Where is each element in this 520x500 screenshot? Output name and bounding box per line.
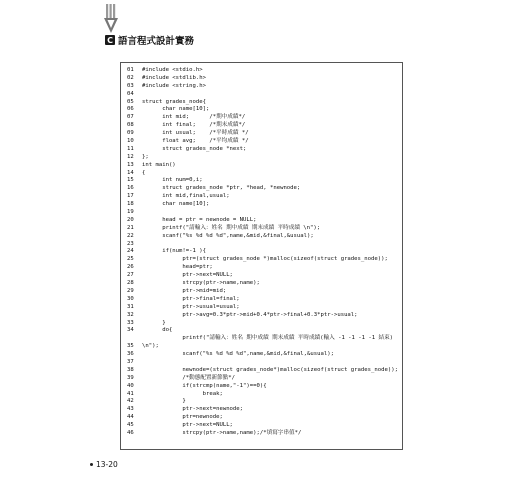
code-line	[121, 398, 402, 406]
code-line	[121, 296, 402, 304]
line-number: 13	[127, 161, 134, 168]
code-line	[121, 83, 402, 91]
code-text: scanf("%s %d %d %d",name,&mid,&final,&usual);	[142, 232, 314, 239]
code-line	[121, 99, 402, 107]
line-number: 04	[127, 90, 134, 97]
code-text: printf("請輸入：姓名 期中成績 期末成績 平時成績(輸入 -1 -1 -1 -1 結束)\n");	[142, 335, 394, 350]
line-number: 23	[127, 240, 134, 247]
code-line	[121, 162, 402, 170]
code-text: newnode=(struct grades_node*)malloc(sizeof(struct grades_node));	[142, 366, 398, 373]
code-text: ptr->next=NULL;	[142, 422, 233, 429]
bullet-icon	[90, 463, 93, 466]
code-text: struct grades_node{	[142, 98, 206, 105]
code-line	[121, 248, 402, 256]
line-number: 05	[127, 98, 134, 105]
code-text: ptr->avg=0.3*ptr->mid+0.4*ptr->final+0.3*ptr->usual;	[142, 311, 358, 318]
code-line	[121, 256, 402, 264]
line-number: 14	[127, 169, 134, 176]
code-line	[121, 75, 402, 83]
book-title: 語言程式設計實務	[118, 36, 195, 47]
code-text: int usual; /*平時成績 */	[142, 130, 249, 137]
c-language-badge: C	[105, 35, 115, 45]
code-line	[121, 146, 402, 154]
code-text: struct grades_node *next;	[142, 145, 247, 152]
line-number: 11	[127, 145, 134, 152]
line-number: 40	[127, 382, 134, 389]
code-line	[121, 170, 402, 178]
line-number: 16	[127, 185, 134, 192]
code-text: head=ptr;	[142, 264, 213, 271]
code-line	[121, 367, 402, 375]
code-line	[121, 359, 402, 367]
line-number: 08	[127, 122, 134, 129]
code-text: /*動態配置新節點*/	[142, 374, 236, 381]
code-text: char name[10];	[142, 106, 210, 113]
line-number: 45	[127, 422, 134, 429]
code-text: int main()	[142, 161, 176, 168]
code-line	[121, 225, 402, 233]
code-text: if(num!=-1 ){	[142, 248, 206, 255]
code-text: #include <stdio.h>	[142, 67, 203, 73]
code-line	[121, 138, 402, 146]
code-text: break;	[142, 390, 223, 397]
code-line	[121, 304, 402, 312]
code-text: head = ptr = newnode = NULL;	[142, 216, 257, 223]
line-number: 24	[127, 248, 134, 255]
line-number: 31	[127, 303, 134, 310]
line-number: 28	[127, 280, 134, 287]
code-text: ptr->final=final;	[142, 295, 240, 302]
code-text: ptr=newnode;	[142, 414, 223, 421]
line-number: 32	[127, 311, 134, 318]
code-text: }	[142, 398, 186, 405]
line-number: 43	[127, 406, 134, 413]
line-number: 35	[127, 343, 134, 350]
code-text: strcpy(ptr->name,name);	[142, 280, 260, 287]
code-line	[121, 312, 402, 320]
line-number: 44	[127, 414, 134, 421]
line-number: 09	[127, 130, 134, 137]
code-text: int mid,final,usual;	[142, 193, 230, 200]
line-number: 39	[127, 374, 134, 381]
page-number: 13-20	[96, 460, 118, 469]
line-number: 03	[127, 82, 134, 89]
code-line	[121, 320, 402, 328]
line-number: 12	[127, 153, 134, 160]
page-header	[105, 33, 194, 47]
line-number: 26	[127, 264, 134, 271]
code-text: if(strcmp(name,"-1")==0){	[142, 382, 267, 389]
code-text: ptr->usual=usual;	[142, 303, 240, 310]
code-text: struct grades_node *ptr, *head, *newnode;	[142, 185, 301, 192]
code-line	[121, 217, 402, 225]
line-number: 27	[127, 272, 134, 279]
code-line	[121, 335, 402, 351]
line-number: 15	[127, 177, 134, 184]
code-text: char name[10];	[142, 201, 210, 208]
code-line	[121, 406, 402, 414]
code-line	[121, 209, 402, 217]
code-text: int num=0,i;	[142, 177, 203, 184]
code-line	[121, 288, 402, 296]
code-text: do{	[142, 327, 173, 334]
code-text: };	[142, 153, 149, 160]
line-number: 20	[127, 216, 134, 223]
line-number: 38	[127, 366, 134, 373]
code-text: #include <string.h>	[142, 82, 206, 89]
code-text: {	[142, 169, 146, 176]
line-number: 02	[127, 74, 134, 81]
code-text: ptr->next=newnode;	[142, 406, 244, 413]
code-line	[121, 177, 402, 185]
code-line	[121, 154, 402, 162]
code-line	[121, 241, 402, 249]
code-line	[121, 430, 402, 438]
code-text: float avg; /*平均成績 */	[142, 138, 249, 145]
code-line	[121, 122, 402, 130]
code-text: ptr->next=NULL;	[142, 272, 233, 279]
code-text: strcpy(ptr->name,name);/*填寫字串值*/	[142, 429, 302, 436]
code-text: }	[142, 319, 166, 326]
line-number: 01	[127, 67, 134, 73]
code-line	[121, 391, 402, 399]
line-number: 10	[127, 138, 134, 145]
code-text: ptr->mid=mid;	[142, 287, 227, 294]
code-line	[121, 351, 402, 359]
code-text: ptr=(struct grades_node *)malloc(sizeof(struct grades_node));	[142, 256, 388, 263]
code-line	[121, 67, 402, 75]
code-line	[121, 193, 402, 201]
code-text: int final; /*期末成績*/	[142, 122, 246, 129]
code-line	[121, 201, 402, 209]
line-number: 46	[127, 429, 134, 436]
line-number: 21	[127, 224, 134, 231]
code-text: scanf("%s %d %d %d",name,&mid,&final,&usual);	[142, 351, 334, 358]
line-number: 18	[127, 201, 134, 208]
chapter-marker-icon	[103, 4, 119, 34]
code-lines	[121, 67, 402, 438]
code-line	[121, 185, 402, 193]
code-line	[121, 272, 402, 280]
code-line	[121, 130, 402, 138]
line-number: 37	[127, 358, 134, 365]
line-number: 22	[127, 232, 134, 239]
line-number: 25	[127, 256, 134, 263]
line-number: 41	[127, 390, 134, 397]
page-footer	[90, 460, 118, 469]
code-line	[121, 280, 402, 288]
code-line	[121, 264, 402, 272]
line-number: 30	[127, 295, 134, 302]
code-text: printf("請輸入：姓名 期中成績 期末成績 平時成績 \n");	[142, 224, 321, 231]
code-line	[121, 422, 402, 430]
code-line	[121, 233, 402, 241]
code-line	[121, 383, 402, 391]
line-number: 07	[127, 114, 134, 121]
code-text: #include <stdlib.h>	[142, 74, 206, 81]
line-number: 42	[127, 398, 134, 405]
code-line	[121, 91, 402, 99]
line-number: 29	[127, 287, 134, 294]
code-line	[121, 375, 402, 383]
line-number: 36	[127, 351, 134, 358]
line-number: 06	[127, 106, 134, 113]
line-number: 33	[127, 319, 134, 326]
line-number: 19	[127, 209, 134, 216]
line-number: 17	[127, 193, 134, 200]
code-listing	[120, 62, 403, 450]
line-number: 34	[127, 327, 134, 334]
code-line	[121, 414, 402, 422]
code-text: int mid; /*期中成績*/	[142, 114, 246, 121]
